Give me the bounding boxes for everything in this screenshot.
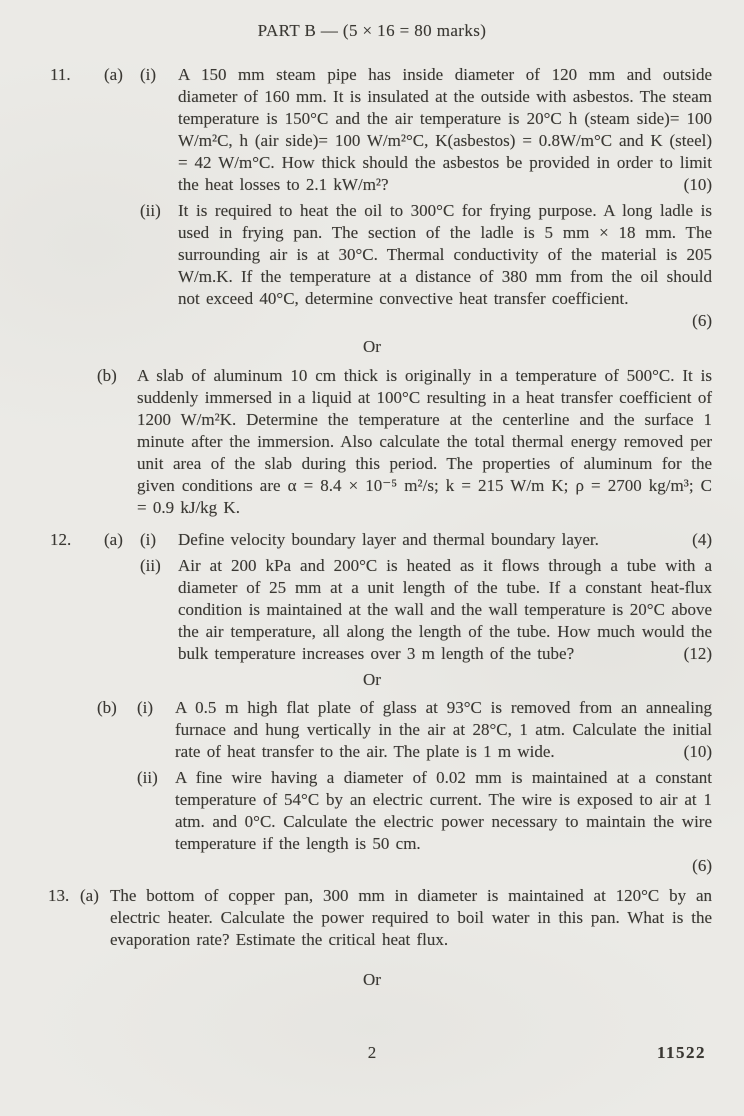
question-12b-i-row (0, 697, 744, 763)
question-11b-text: A slab of aluminum 10 cm thick is originally in a temperature of 500°C. It is suddenly immersed in a liquid at 100°C resulting in a heat transfer coefficient of 1200 W/m²K. Determine the temperature at the centerline and the surface 1 minute after the immersion. Also calculate the total thermal energy removed per unit area of the slab during this period. The properties of aluminum for the given conditions are α = 8.4 × 10⁻⁵ m²/s; k = 215 W/m K; ρ = 2700 kg/m³; C = 0.9 kJ/kg K. (137, 366, 712, 517)
question-12b-i-text: A 0.5 m high flat plate of glass at 93°C is removed from an annealing furnace and hung vertically in the air at 28°C, 1 atm. Calculate the initial rate of heat transfer to the air. The plate is 1 m wide. (175, 698, 712, 761)
question-11b-row (0, 365, 744, 519)
question-12a-ii-row (0, 555, 744, 665)
question-13a-letter: (a) (80, 886, 99, 905)
question-12b-i-label: (i) (137, 698, 154, 717)
question-12a-i-label: (i) (140, 530, 157, 549)
question-12b-i-marks: (10) (683, 742, 712, 761)
question-12b-ii-marks: (6) (692, 856, 712, 875)
question-12a-i-text-block (178, 529, 712, 551)
question-12b-ii-text: A fine wire having a diameter of 0.02 mm is maintained at a constant temperature of 54°C by an electric current. The wire is exposed to air at 1 atm. and 0°C. Calculate the electric power necessary to maintain the wire temperature if the length is 50 cm. (175, 768, 712, 853)
question-11a-letter: (a) (104, 65, 123, 84)
question-11a-i-text-block (178, 64, 712, 196)
question-11a-i-text: A 150 mm steam pipe has inside diameter of 120 mm and outside diameter of 160 mm. It is insulated at the outside with asbestos. The steam temperature is 150°C and the air temperature is 20°C h (steam side)= 100 W/m²C, h (air side)= 100 W/m²°C, K(asbestos) = 0.8W/m°C and K (steel) = 42 W/m°C. How thick should the asbestos be provided in order to limit the heat losses to 2.1 kW/m²? (178, 65, 712, 194)
question-11a-i-label: (i) (140, 65, 157, 84)
question-11-number: 11. (50, 65, 71, 84)
question-11a-i-row (0, 64, 744, 196)
question-11a-i-marks: (10) (683, 175, 712, 194)
question-12a-i-text: Define velocity boundary layer and thermal boundary layer. (178, 530, 599, 549)
part-header-title: PART B — (5 × 16 = 80 marks) (257, 21, 487, 40)
question-12a-ii-label: (ii) (140, 556, 161, 575)
question-11a-ii-marks: (6) (692, 311, 712, 330)
question-11a-ii-text: It is required to heat the oil to 300°C for frying purpose. A long ladle is used in frying pan. The section of the ladle is 5 mm × 18 mm. The surrounding air is at 30°C. Thermal conductivity of the material is 205 W/m.K. If the temperature at a distance of 380 mm from the oil should not exceed 40°C, determine convective heat transfer coefficient. (178, 201, 712, 308)
question-12b-ii-label: (ii) (137, 768, 158, 787)
or-separator-11: Or (363, 337, 381, 356)
question-12a-ii-text: Air at 200 kPa and 200°C is heated as it flows through a tube with a diameter of 25 mm at a unit length of the tube. If a constant heat-flux condition is maintained at the wall and the wall temperature is 20°C above the air temperature, all along the length of the tube. How much would the bulk temperature increases over 3 m length of the tube? (178, 556, 712, 663)
question-13a-row (0, 885, 744, 951)
question-12a-letter: (a) (104, 530, 123, 549)
question-12b-ii-row (0, 767, 744, 877)
or-separator-13: Or (363, 970, 381, 989)
question-11a-ii-text-block (178, 200, 712, 332)
question-12b-ii-text-block (175, 767, 712, 877)
question-12a-i-row (0, 529, 744, 551)
question-12a-ii-marks: (12) (683, 644, 712, 663)
question-11b-text-block (137, 365, 712, 519)
page-number: 2 (367, 1043, 377, 1062)
question-12a-i-marks: (4) (692, 530, 712, 549)
question-11a-ii-row (0, 200, 744, 332)
question-12b-i-text-block (175, 697, 712, 763)
paper-code: 11522 (656, 1043, 706, 1062)
question-12a-ii-text-block (178, 555, 712, 665)
question-12b-letter: (b) (97, 698, 117, 717)
question-11b-letter: (b) (97, 366, 117, 385)
question-13a-text-block (110, 885, 712, 951)
question-12-number: 12. (50, 530, 72, 549)
question-13-number: 13. (48, 886, 70, 905)
or-separator-12: Or (363, 670, 381, 689)
question-11a-ii-label: (ii) (140, 201, 161, 220)
question-13a-text: The bottom of copper pan, 300 mm in diameter is maintained at 120°C by an electric heater. Calculate the power required to boil water in this pan. What is the evaporation rate? Estimate the critical heat flux. (110, 886, 712, 949)
